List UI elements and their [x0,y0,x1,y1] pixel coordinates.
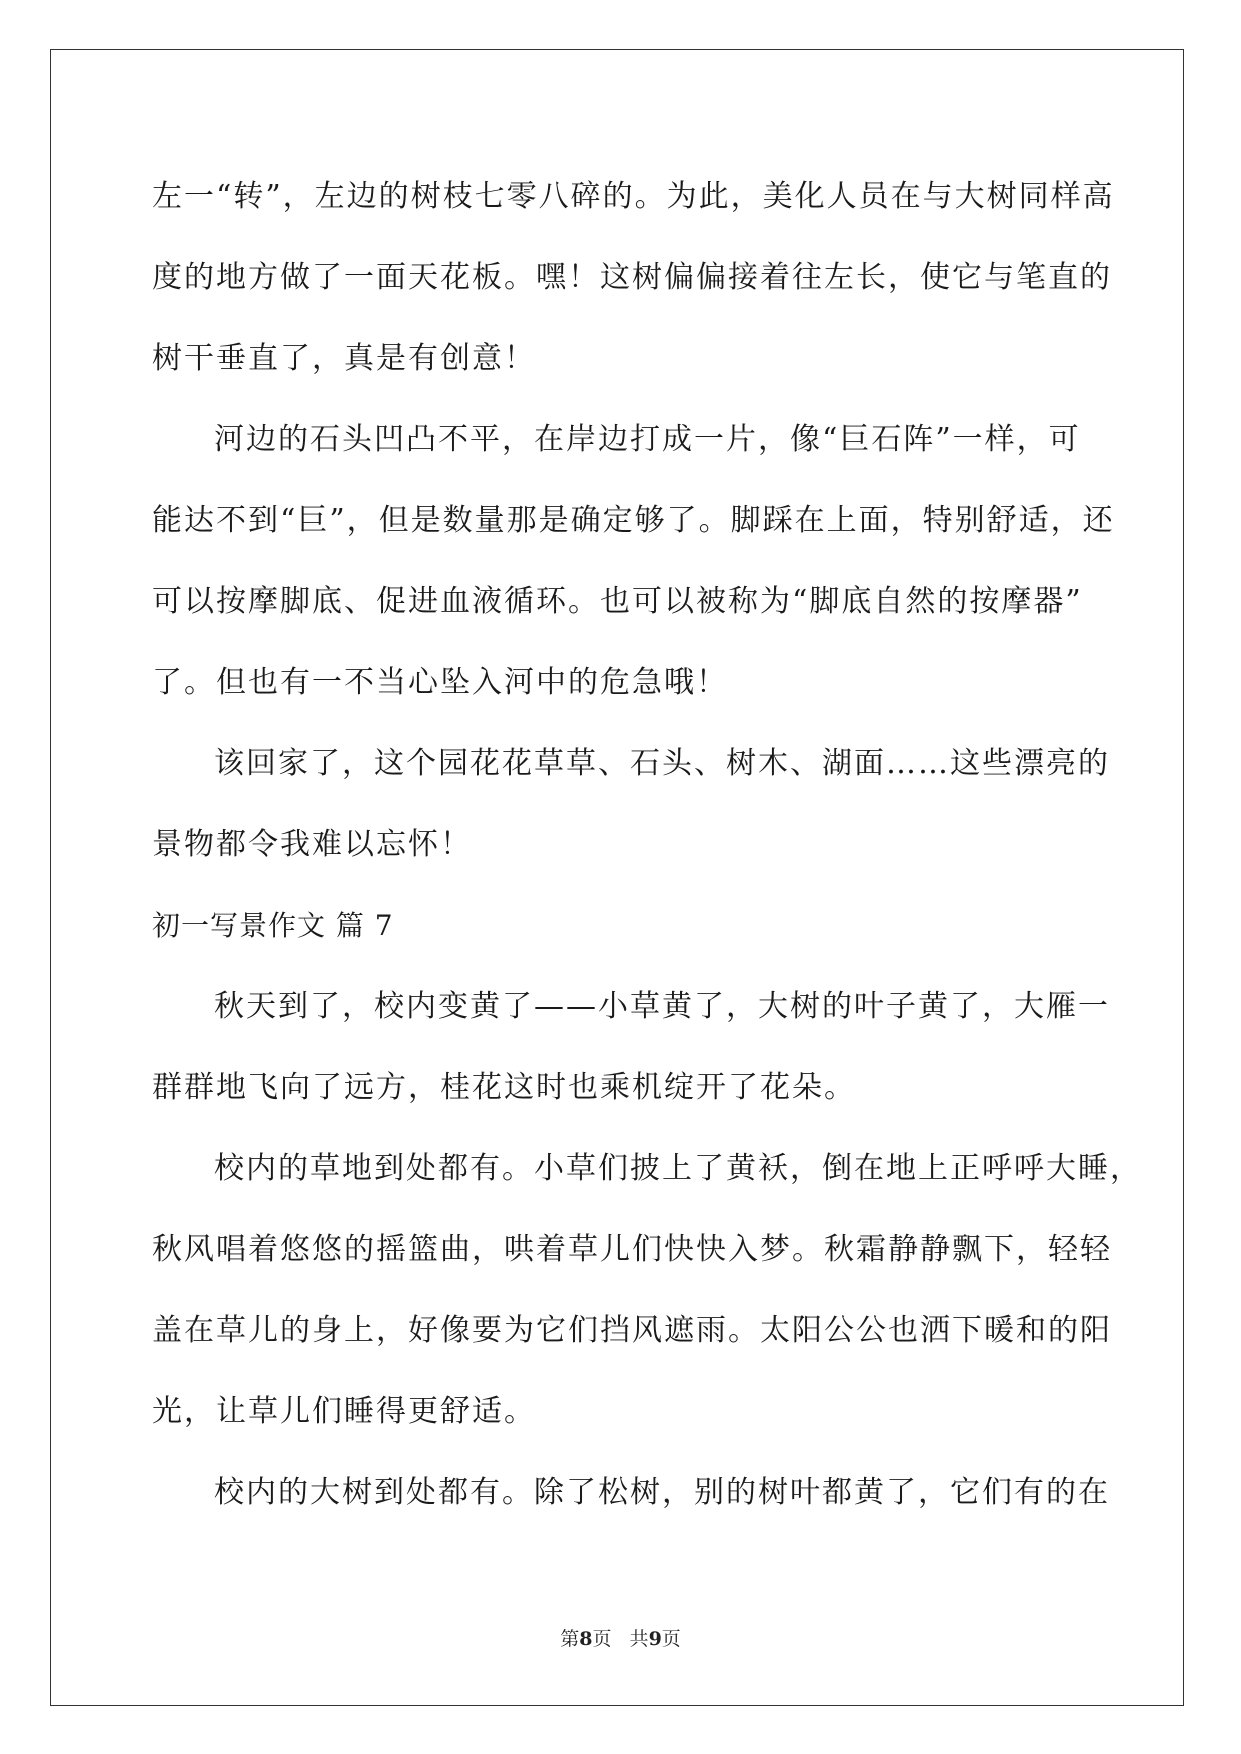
text-line: 景物都令我难以忘怀！ [152,827,472,862]
document-body [152,156,1142,1533]
footer-middle: 页 共 [592,1628,649,1650]
text-line: 校内的草地到处都有。小草们披上了黄袄，倒在地上正呼呼大睡， [214,1151,1142,1186]
text-line: 树干垂直了，真是有创意！ [152,341,536,376]
text-line: 群群地飞向了远方，桂花这时也乘机绽开了花朵。 [152,1070,856,1105]
total-page-number: 9 [648,1628,662,1650]
text-line: 可以按摩脚底、促进血液循环。也可以被称为“脚底自然的按摩器” [152,584,1083,619]
text-line: 秋天到了，校内变黄了——小草黄了，大树的叶子黄了，大雁一 [214,989,1110,1024]
footer-suffix: 页 [661,1628,681,1650]
text-line: 光，让草儿们睡得更舒适。 [152,1394,536,1429]
text-line: 秋风唱着悠悠的摇篮曲，哄着草儿们快快入梦。秋霜静静飘下，轻轻 [152,1232,1112,1267]
text-line: 度的地方做了一面天花板。嘿！这树偏偏接着往左长，使它与笔直的 [152,260,1112,295]
text-line: 校内的大树到处都有。除了松树，别的树叶都黄了，它们有的在 [214,1475,1110,1510]
section-heading: 初一写景作文 篇 7 [152,909,394,942]
footer-prefix: 第 [560,1628,580,1650]
text-line: 左一“转”，左边的树枝七零八碎的。为此，美化人员在与大树同样高 [152,179,1115,214]
text-line: 能达不到“巨”，但是数量那是确定够了。脚踩在上面，特别舒适，还 [152,503,1115,538]
text-line: 盖在草儿的身上，好像要为它们挡风遮雨。太阳公公也洒下暖和的阳 [152,1313,1112,1348]
text-line: 河边的石头凹凸不平，在岸边打成一片，像“巨石阵”一样，可 [214,422,1081,457]
current-page-number: 8 [579,1628,593,1650]
text-line: 该回家了，这个园花花草草、石头、树木、湖面……这些漂亮的 [214,746,1110,781]
page-footer [0,1624,1241,1651]
text-line: 了。但也有一不当心坠入河中的危急哦！ [152,665,728,700]
